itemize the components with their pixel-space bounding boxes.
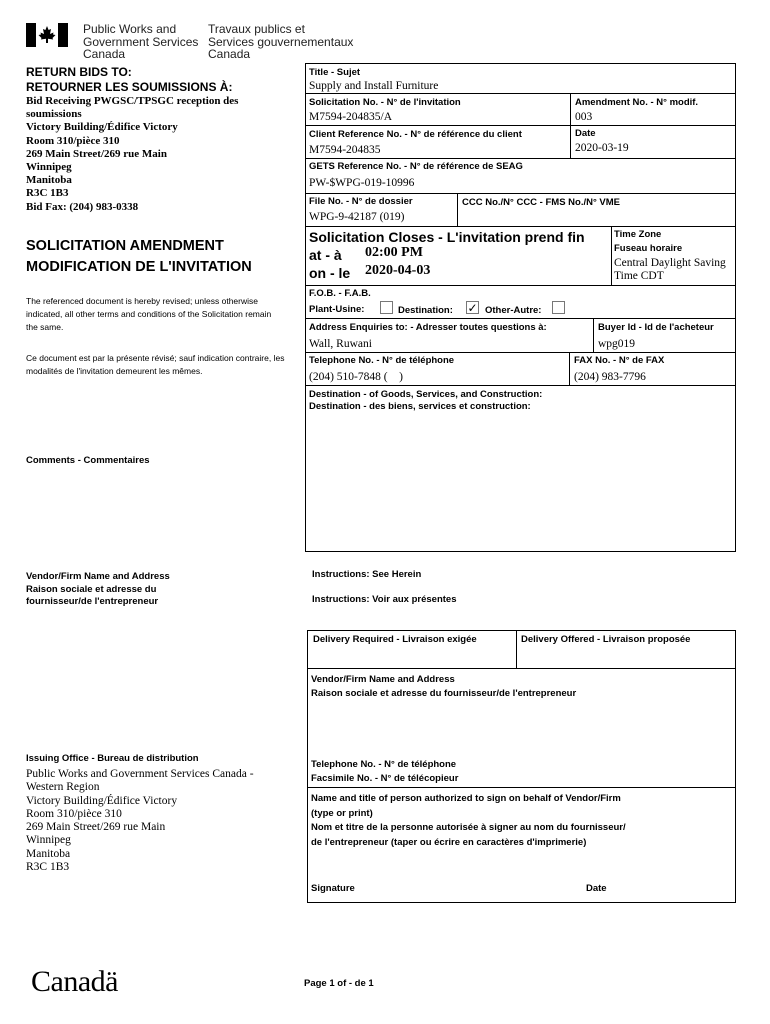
instructions-fr: Instructions: Voir aux présentes: [312, 594, 457, 605]
revised-text-en: The referenced document is hereby revised; unless otherwise indicated, all other terms and conditions of the Solicitation remain the same.: [26, 296, 272, 332]
title-value: Supply and Install Furniture: [309, 80, 439, 92]
enquiries-value: Wall, Ruwani: [309, 338, 372, 350]
destination-label: Destination:: [398, 305, 453, 316]
department-name-en: Public Works and Government Services Canada: [83, 22, 199, 61]
comments-label: Comments - Commentaires: [26, 455, 150, 466]
revised-text-fr: Ce document est par la présente révisé; sauf indication contraire, les modalités de l'invitation demeurent les mêmes.: [26, 353, 285, 376]
fax-value: (204) 983-7796: [574, 371, 646, 383]
other-autre-label: Other-Autre:: [485, 305, 542, 316]
time-zone-label: Time Zone Fuseau horaire: [614, 229, 683, 254]
canada-flag-icon: [26, 23, 68, 47]
plant-usine-checkbox[interactable]: [380, 301, 393, 314]
fob-label: F.O.B. - F.A.B.: [309, 288, 371, 299]
page-number: Page 1 of - de 1: [304, 978, 374, 989]
instructions-en: Instructions: See Herein: [312, 569, 422, 580]
title-label: Title - Sujet: [309, 67, 361, 78]
other-autre-checkbox[interactable]: [552, 301, 565, 314]
canada-wordmark: Canadä: [31, 965, 118, 998]
delivery-offered-label: Delivery Offered - Livraison proposée: [521, 634, 691, 645]
vendor-phone-label: Telephone No. - N° de téléphone: [311, 759, 457, 770]
gets-ref-label: GETS Reference No. - N° de référence de SEAG: [309, 161, 523, 172]
fax-label: FAX No. - N° de FAX: [574, 355, 665, 366]
closes-time-value: 02:00 PM: [365, 245, 423, 260]
vendor-label-left: Vendor/Firm Name and Address Raison sociale et adresse du fournisseur/de l'entrepreneur: [26, 571, 170, 607]
destination-goods-label: Destination - of Goods, Services, and Construction: Destination - des biens, services et construction:: [309, 389, 543, 412]
file-no-value: WPG-9-42187 (019): [309, 211, 405, 223]
delivery-required-label: Delivery Required - Livraison exigée: [313, 634, 477, 645]
client-ref-value: M7594-204835: [309, 144, 381, 156]
vendor-fax-label: Facsimile No. - N° de télécopieur: [311, 773, 459, 784]
phone-value: (204) 510-7848 ( ): [309, 371, 403, 383]
closes-on-label: on - le: [309, 265, 351, 281]
file-no-label: File No. - N° de dossier: [309, 196, 413, 207]
date-value: 2020-03-19: [575, 142, 629, 154]
issuing-office-address: Public Works and Government Services Canada - Western Region Victory Building/Édifice Victory Room 310/pièce 310 269 Main Street/269 rue Main Winnipeg Manitoba R3C 1B3: [26, 768, 254, 874]
closes-at-label: at - à: [309, 247, 342, 263]
return-address: Bid Receiving PWGSC/TPSGC reception des soumissions Victory Building/Édifice Victory Room 310/pièce 310 269 Main Street/269 rue Main Winnipeg Manitoba R3C 1B3 Bid Fax: (204) 983-0338: [26, 95, 239, 213]
phone-label: Telephone No. - N° de téléphone: [309, 355, 455, 366]
enquiries-label: Address Enquiries to: - Adresser toutes questions à:: [309, 322, 547, 333]
signature-label: Signature: [311, 883, 355, 894]
destination-checkbox[interactable]: ✓: [467, 301, 478, 315]
amendment-no-label: Amendment No. - N° modif.: [575, 97, 699, 108]
department-name-fr: Travaux publics et Services gouvernementaux Canada: [208, 22, 354, 61]
amendment-title: SOLICITATION AMENDMENT MODIFICATION DE L'INVITATION: [26, 238, 252, 275]
date-label: Date: [575, 128, 596, 139]
buyer-id-label: Buyer Id - Id de l'acheteur: [598, 322, 714, 333]
plant-usine-label: Plant-Usine:: [309, 304, 365, 315]
solicitation-closes-title: Solicitation Closes - L'invitation prend fin: [309, 229, 585, 245]
time-zone-value: Central Daylight Saving Time CDT: [614, 257, 726, 282]
gets-ref-value: PW-$WPG-019-10996: [309, 177, 415, 189]
closes-date-value: 2020-04-03: [365, 263, 431, 278]
buyer-id-value: wpg019: [598, 338, 636, 350]
amendment-no-value: 003: [575, 111, 593, 123]
ccc-no-label: CCC No./N° CCC - FMS No./N° VME: [462, 197, 621, 208]
solicitation-no-value: M7594-204835/A: [309, 111, 393, 123]
issuing-office-label: Issuing Office - Bureau de distribution: [26, 753, 199, 764]
solicitation-no-label: Solicitation No. - N° de l'invitation: [309, 97, 461, 108]
client-ref-label: Client Reference No. - N° de référence du client: [309, 129, 522, 140]
authorized-person-label: Name and title of person authorized to sign on behalf of Vendor/Firm (type or print) Nom et titre de la personne autorisée à signer au nom du fournisseur/ de l'entrepreneur (taper ou écrire en caractères d'imprimerie): [311, 793, 626, 849]
vendor-name-label: Vendor/Firm Name and Address Raison sociale et adresse du fournisseur/de l'entrepreneur: [311, 674, 577, 699]
return-bids-title: RETURN BIDS TO: RETOURNER LES SOUMISSIONS À:: [26, 65, 233, 94]
signature-date-label: Date: [586, 883, 607, 894]
